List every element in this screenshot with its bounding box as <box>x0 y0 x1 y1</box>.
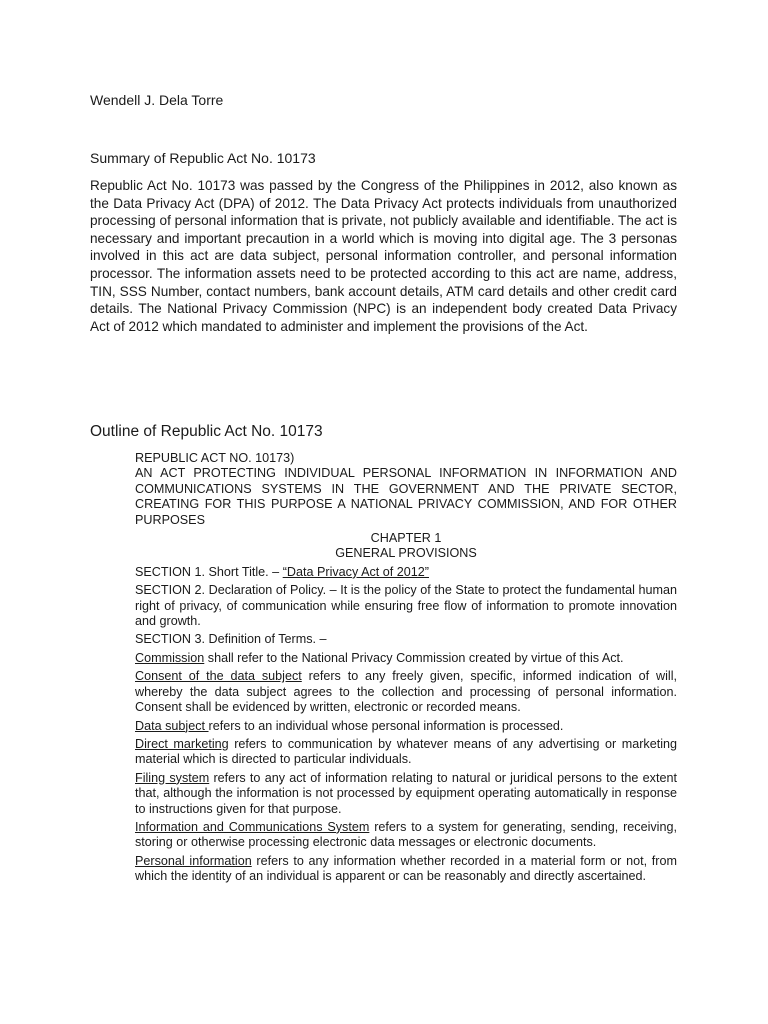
section-1-label: SECTION 1. Short Title. – <box>135 564 283 579</box>
act-title: AN ACT PROTECTING INDIVIDUAL PERSONAL INFORMATION IN INFORMATION AND COMMUNICATIONS SYSTEMS IN THE GOVERNMENT AND THE PRIVATE SECTOR, CREATING FOR THIS PURPOSE A NATIONAL PRIVACY COMMISSION, AND FOR OTHER PURPOSES <box>135 466 677 527</box>
definition-term: Consent of the data subject <box>135 669 302 684</box>
section-2: SECTION 2. Declaration of Policy. – It is the policy of the State to protect the fundamental human right of privacy, of communication while ensuring free flow of information to promote innovation and growth. <box>135 583 677 629</box>
summary-title: Summary of Republic Act No. 10173 <box>90 150 316 166</box>
summary-body: Republic Act No. 10173 was passed by the Congress of the Philippines in 2012, also known as the Data Privacy Act (DPA) of 2012. The Data Privacy Act protects individuals from unauthorized processing of personal information that is private, not publicly available and identifiable. The act is necessary and important precaution in a world which is moving into digital age. The 3 personas involved in this act are data subject, personal information controller, and personal information processor. The information assets need to be protected according to this act are name, address, TIN, SSS Number, contact numbers, bank account details, ATM card details and other credit card details. The National Privacy Commission (NPC) is an independent body created Data Privacy Act of 2012 which mandated to administer and implement the provisions of the Act. <box>90 178 677 334</box>
definition-term: Information and Communications System <box>135 819 370 834</box>
definition-text: shall refer to the National Privacy Commission created by virtue of this Act. <box>204 650 624 665</box>
definition-item <box>135 820 677 851</box>
definition-item <box>135 854 677 885</box>
section-3: SECTION 3. Definition of Terms. – <box>135 632 327 647</box>
definition-term: Filing system <box>135 770 210 785</box>
act-number: REPUBLIC ACT NO. 10173) <box>135 451 295 465</box>
definition-text: refers to communication by whatever means of any advertising or marketing material which is directed to particular individuals. <box>135 736 677 767</box>
outline-title: Outline of Republic Act No. 10173 <box>90 423 323 440</box>
chapter-title: GENERAL PROVISIONS <box>335 546 477 561</box>
definition-text: refers to any freely given, specific, informed indication of will, whereby the data subject agrees to the collection and processing of personal information. Consent shall be evidenced by written, electronic or recorded means. <box>135 669 677 715</box>
definition-term: Direct marketing <box>135 736 229 751</box>
definition-item <box>135 669 677 715</box>
outline-body <box>135 451 677 885</box>
definition-text: refers to any information whether recorded in a material form or not, from which the identity of an individual is apparent or can be reasonably and directly ascertained. <box>135 853 677 884</box>
definition-term: Personal information <box>135 853 252 868</box>
definition-text: refers to an individual whose personal information is processed. <box>208 718 564 733</box>
definition-text: refers to any act of information relating to natural or juridical persons to the extent that, although the information is not processed by equipment operating automatically in response to instructions given for that purpose. <box>135 770 677 816</box>
definition-item <box>135 737 677 768</box>
definition-term: Commission <box>135 650 205 665</box>
chapter-heading: CHAPTER 1 <box>370 531 442 546</box>
section-1-short-title: “Data Privacy Act of 2012” <box>282 564 429 579</box>
definition-term: Data subject <box>135 718 209 733</box>
definition-item <box>135 771 677 817</box>
author-name: Wendell J. Dela Torre <box>90 92 224 108</box>
definition-item <box>135 651 677 666</box>
section-1 <box>135 565 677 580</box>
definition-text: refers to a system for generating, sending, receiving, storing or otherwise processing electronic data messages or electronic documents. <box>135 819 677 850</box>
definition-item <box>135 719 677 734</box>
